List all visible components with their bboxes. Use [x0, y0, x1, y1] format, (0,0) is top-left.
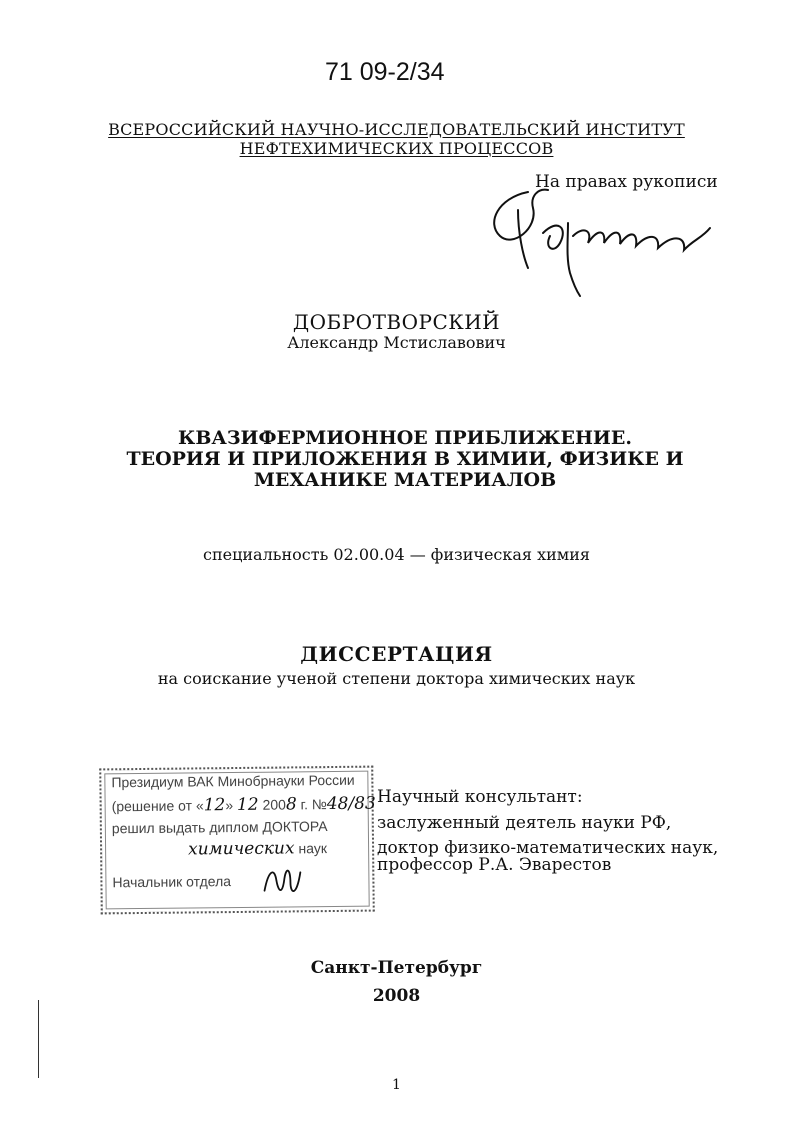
document-code: 71 09-2/34: [325, 58, 445, 86]
consultant-title: заслуженный деятель науки РФ,: [377, 813, 672, 833]
stamp-signature: [260, 860, 304, 900]
margin-line: [38, 1000, 39, 1078]
specialty: специальность 02.00.04 — физическая химия: [203, 545, 590, 564]
stamp-science-hand: химических: [187, 838, 295, 860]
consultant-degree: доктор физико-математических наук,: [377, 838, 719, 858]
page-number: 1: [392, 1077, 401, 1093]
stamp-year-prefix: 200: [262, 796, 286, 813]
stamp-science: [188, 838, 327, 859]
stamp-number-suffix: /83: [348, 793, 376, 814]
institute-name: [0, 120, 793, 158]
title-line-3: МЕХАНИКЕ МАТЕРИАЛОВ: [253, 469, 557, 491]
degree-line: на соискание ученой степени доктора химических наук: [157, 669, 636, 688]
vak-stamp: [99, 766, 375, 915]
stamp-science-suffix: наук: [298, 840, 328, 857]
stamp-line-3: решил выдать диплом ДОКТОРА: [111, 818, 328, 837]
institute-line-1: ВСЕРОССИЙСКИЙ НАУЧНО-ИССЛЕДОВАТЕЛЬСКИЙ ИНСТИТУТ: [108, 120, 685, 139]
stamp-day-close: »: [225, 797, 234, 814]
stamp-number-prefix: г. №: [300, 796, 327, 813]
stamp-month: 12: [236, 794, 259, 815]
document-type: ДИССЕРТАЦИЯ: [300, 642, 493, 666]
dissertation-title: [120, 428, 690, 491]
year: 2008: [372, 986, 421, 1006]
stamp-decision-prefix: (решение от «: [111, 797, 204, 815]
city: Санкт-Петербург: [310, 958, 483, 978]
stamp-decision: [112, 794, 376, 817]
author-signature: [488, 178, 723, 303]
title-line-2: ТЕОРИЯ И ПРИЛОЖЕНИЯ В ХИМИИ, ФИЗИКЕ И: [126, 448, 684, 470]
stamp-number: 48: [326, 793, 349, 815]
stamp-day: 12: [203, 795, 226, 816]
institute-line-2: НЕФТЕХИМИЧЕСКИХ ПРОЦЕССОВ: [239, 139, 554, 158]
consultant-heading: Научный консультант:: [377, 787, 583, 807]
manuscript-rights-note: На правах рукописи: [535, 172, 718, 192]
consultant-name: профессор Р.А. Эварестов: [377, 855, 612, 875]
stamp-line-1: Президиум ВАК Минобрнауки России: [111, 771, 355, 791]
stamp-year-digit: 8: [285, 794, 297, 815]
author-surname: ДОБРОТВОРСКИЙ: [292, 310, 501, 334]
title-line-1: КВАЗИФЕРМИОННОЕ ПРИБЛИЖЕНИЕ.: [178, 427, 632, 449]
author-name: Александр Мстиславович: [287, 333, 506, 352]
stamp-head: Начальник отдела: [112, 873, 232, 891]
